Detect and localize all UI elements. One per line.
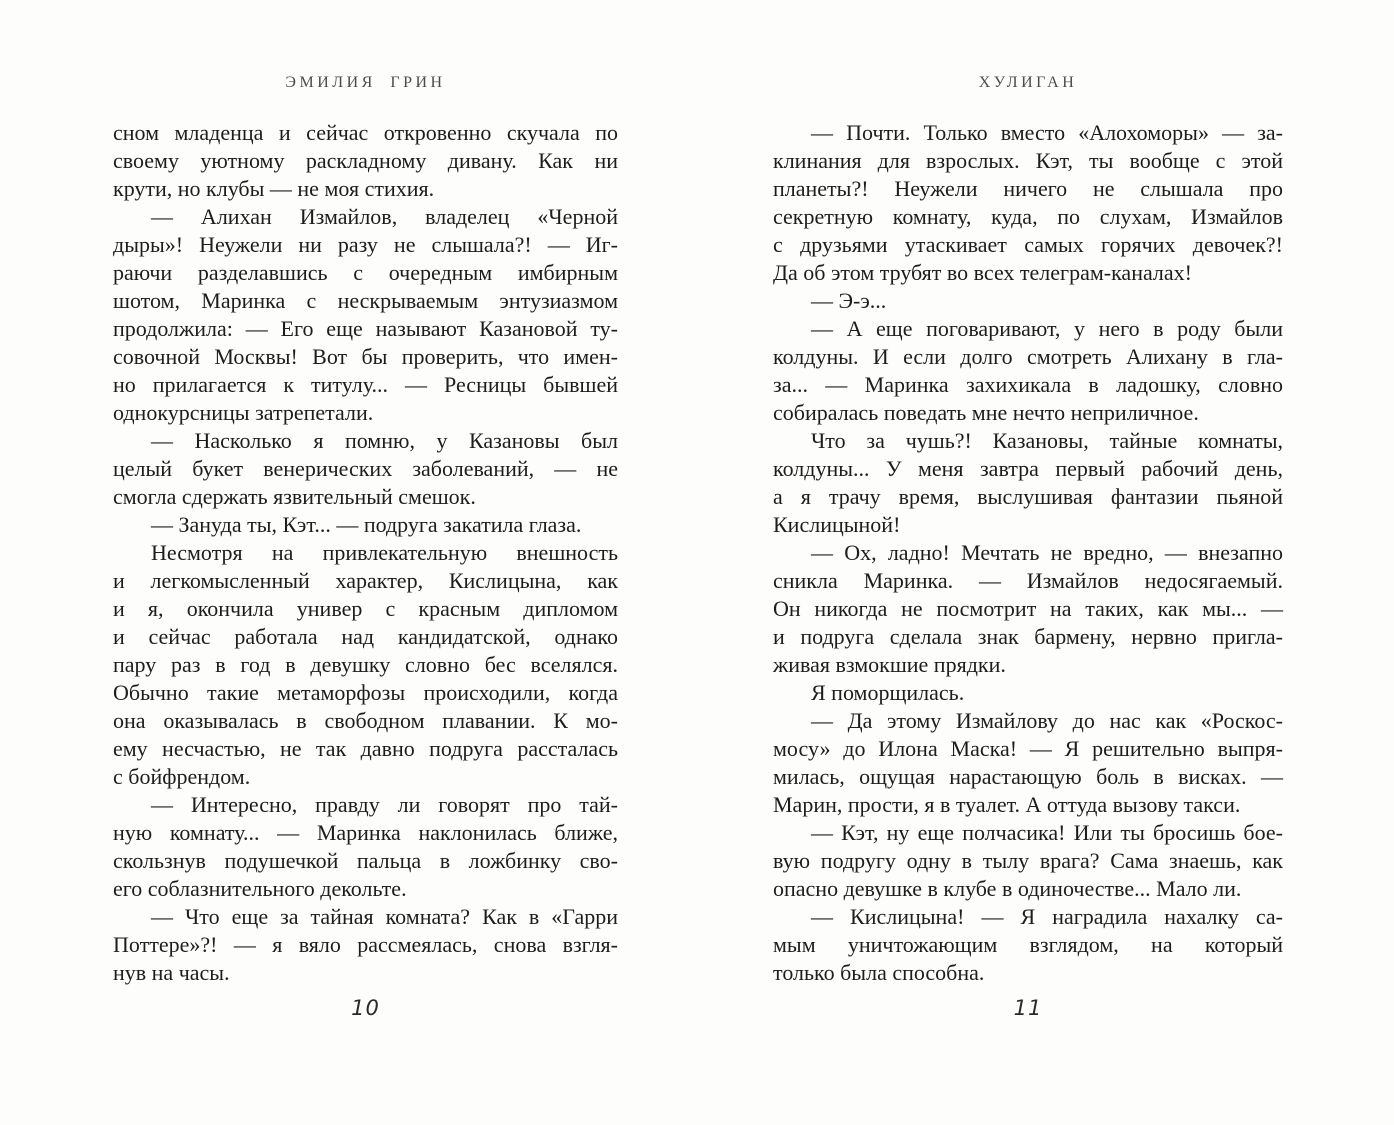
text-line: собиралась поведать мне нечто неприличное. — [773, 400, 1199, 425]
text-line: нув на часы. — [113, 960, 230, 985]
text-line: Поттере»?! — я вяло рассмеялась, снова взгля- — [113, 932, 618, 957]
text-line: шотом, Маринка с нескрываемым энтузиазмом — [113, 288, 618, 313]
text-line: ему несчастью, не так давно подруга рассталась — [113, 736, 618, 761]
text-line: Я поморщилась. — [811, 680, 965, 705]
text-line: смогла сдержать язвительный смешок. — [113, 484, 476, 509]
text-line: пару раз в год в девушку словно бес вселялся. — [113, 652, 618, 677]
text-line: — Насколько я помню, у Казановы был — [151, 428, 618, 453]
text-line: сникла Маринка. — Измайлов недосягаемый. — [773, 568, 1283, 593]
text-line: она оказывалась в свободном плавании. К мо- — [113, 708, 618, 733]
text-line: Обычно такие метаморфозы происходили, когда — [113, 680, 618, 705]
text-line: — Кэт, ну еще полчасика! Или ты бросишь бое- — [811, 820, 1283, 845]
running-head-title: ХУЛИГАН — [978, 74, 1078, 91]
text-block-left — [113, 119, 618, 987]
text-line: — Интересно, правду ли говорят про тай- — [151, 792, 618, 817]
text-line: колдуны... У меня завтра первый рабочий день, — [773, 456, 1283, 481]
text-line: живая взмокшие прядки. — [773, 652, 1006, 677]
text-line: — Да этому Измайлову до нас как «Роскос- — [811, 708, 1283, 733]
text-line: опасно девушке в клубе в одиночестве... Мало ли. — [773, 876, 1242, 901]
text-line: Да об этом трубят во всех телеграм-каналах! — [773, 260, 1192, 285]
text-line: вую подругу одну в тылу врага? Сама знаешь, как — [773, 848, 1283, 873]
text-block-right — [773, 119, 1283, 987]
page-left — [113, 0, 618, 1125]
text-line: своему уютному раскладному дивану. Как ни — [113, 148, 618, 173]
text-line: милась, ощущая нарастающую боль в висках. — — [773, 764, 1283, 789]
text-line: — Почти. Только вместо «Алохоморы» — за- — [811, 120, 1283, 145]
text-line: и я, окончила универ с красным дипломом — [113, 596, 618, 621]
text-line: ную комнату... — Маринка наклонилась ближе, — [113, 820, 618, 845]
text-line: сном младенца и сейчас откровенно скучала по — [113, 120, 618, 145]
page-number-right: 11 — [1013, 996, 1043, 1020]
text-line: совочной Москвы! Вот бы проверить, что имен- — [113, 344, 618, 369]
text-line: с друзьями утаскивает самых горячих девочек?! — [773, 232, 1283, 257]
text-line: колдуны. И если долго смотреть Алихану в гла- — [773, 344, 1283, 369]
text-line: дыры»! Неужели ни разу не слышала?! — Иг- — [113, 232, 618, 257]
text-line: продолжила: — Его еще называют Казановой ту- — [113, 316, 618, 341]
text-line: крути, но клубы — не моя стихия. — [113, 176, 435, 201]
text-line: и подруга сделала знак бармену, нервно пригла- — [773, 624, 1283, 649]
running-head-author: ЭМИЛИЯ ГРИН — [285, 74, 446, 91]
text-line: Что за чушь?! Казановы, тайные комнаты, — [811, 428, 1283, 453]
text-line: — Э-э... — [811, 288, 887, 313]
text-line: мосу» до Илона Маска! — Я решительно выпря- — [773, 736, 1283, 761]
text-line: секретную комнату, куда, по слухам, Измайлов — [773, 204, 1283, 229]
text-line: Он никогда не посмотрит на таких, как мы... — — [773, 596, 1283, 621]
text-line: за... — Маринка захихикала в ладошку, словно — [773, 372, 1283, 397]
text-line: — А еще поговаривают, у него в роду были — [811, 316, 1283, 341]
text-line: Марин, прости, я в туалет. А оттуда вызову такси. — [773, 792, 1241, 817]
text-line: однокурсницы затрепетали. — [113, 400, 374, 425]
text-line: и легкомысленный характер, Кислицына, как — [113, 568, 618, 593]
text-line: целый букет венерических заболеваний, — не — [113, 456, 618, 481]
text-line: а я трачу время, выслушивая фантазии пьяной — [773, 484, 1283, 509]
text-line: мым уничтожающим взглядом, на который — [773, 932, 1283, 957]
page-number-left: 10 — [351, 996, 380, 1020]
text-line: клинания для взрослых. Кэт, ты вообще с этой — [773, 148, 1283, 173]
text-line: Кислицыной! — [773, 512, 901, 537]
text-line: — Ох, ладно! Мечтать не вредно, — внезапно — [811, 540, 1283, 565]
text-line: планеты?! Неужели ничего не слышала про — [773, 176, 1283, 201]
text-line: скользнув подушечкой пальца в ложбинку сво- — [113, 848, 618, 873]
text-line: и сейчас работала над кандидатской, однако — [113, 624, 618, 649]
text-line: — Алихан Измайлов, владелец «Черной — [151, 204, 618, 229]
text-line: с бойфрендом. — [113, 764, 251, 789]
text-line: — Зануда ты, Кэт... — подруга закатила глаза. — [151, 512, 582, 537]
text-line: раючи разделавшись с очередным имбирным — [113, 260, 618, 285]
text-line: но прилагается к титулу... — Ресницы бывшей — [113, 372, 618, 397]
text-line: Несмотря на привлекательную внешность — [151, 540, 618, 565]
text-line: его соблазнительного декольте. — [113, 876, 407, 901]
page-right — [773, 0, 1283, 1125]
text-line: — Кислицына! — Я наградила нахалку са- — [811, 904, 1283, 929]
text-line: только была способна. — [773, 960, 985, 985]
text-line: — Что еще за тайная комната? Как в «Гарри — [151, 904, 618, 929]
